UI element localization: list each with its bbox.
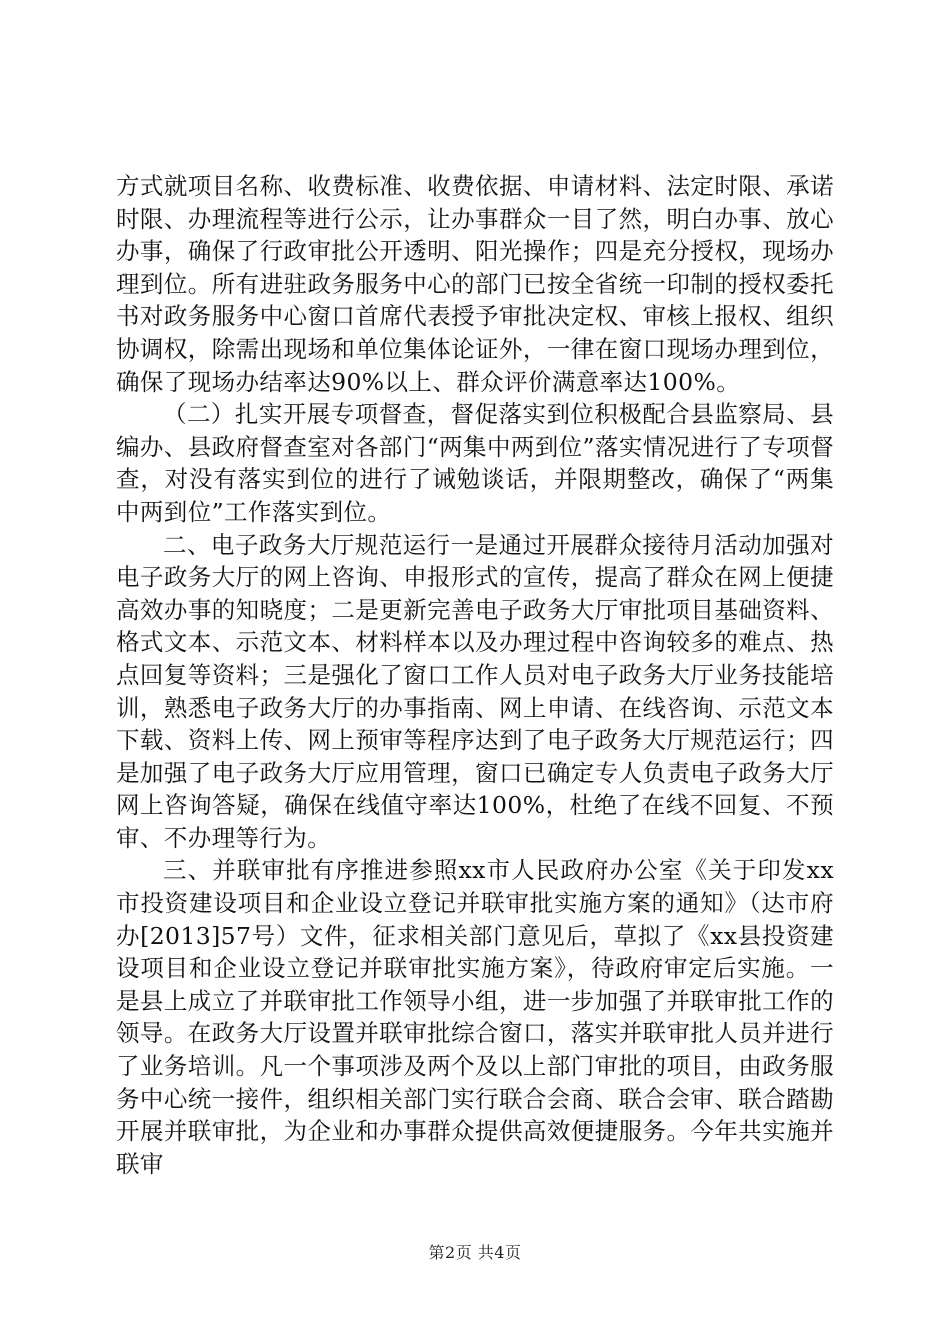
page-number-footer: 第2页 共4页 xyxy=(428,1243,522,1262)
document-body xyxy=(116,170,834,1180)
paragraph-3: 二、电子政务大厅规范运行一是通过开展群众接待月活动加强对电子政务大厅的网上咨询、申报形式的宣传，提高了群众在网上便捷高效办事的知晓度；二是更新完善电子政务大厅审批项目基础资料、格式文本、示范文本、材料样本以及办理过程中咨询较多的难点、热点回复等资料；三是强化了窗口工作人员对电子政务大厅业务技能培训，熟悉电子政务大厅的办事指南、网上申请、在线咨询、示范文本下载、资料上传、网上预审等程序达到了电子政务大厅规范运行；四是加强了电子政务大厅应用管理，窗口已确定专人负责电子政务大厅网上咨询答疑，确保在线值守率达100%，杜绝了在线不回复、不预审、不办理等行为。 xyxy=(116,530,834,852)
paragraph-2: （二）扎实开展专项督查，督促落实到位积极配合县监察局、县编办、县政府督查室对各部门“两集中两到位”落实情况进行了专项督查，对没有落实到位的进行了诫勉谈话，并限期整改，确保了“两集中两到位”工作落实到位。 xyxy=(116,400,834,526)
paragraph-1: 方式就项目名称、收费标准、收费依据、申请材料、法定时限、承诺时限、办理流程等进行公示，让办事群众一目了然，明白办事、放心办事，确保了行政审批公开透明、阳光操作；四是充分授权，现场办理到位。所有进驻政务服务中心的部门已按全省统一印制的授权委托书对政务服务中心窗口首席代表授予审批决定权、审核上报权、组织协调权，除需出现场和单位集体论证外，一律在窗口现场办理到位，确保了现场办结率达90%以上、群众评价满意率达100%。 xyxy=(116,172,834,396)
paragraph-4: 三、并联审批有序推进参照xx市人民政府办公室《关于印发xx市投资建设项目和企业设立登记并联审批实施方案的通知》（达市府办[2013]57号）文件，征求相关部门意见后，草拟了《xx县投资建设项目和企业设立登记并联审批实施方案》，待政府审定后实施。一是县上成立了并联审批工作领导小组，进一步加强了并联审批工作的领导。在政务大厅设置并联审批综合窗口，落实并联审批人员并进行了业务培训。凡一个事项涉及两个及以上部门审批的项目，由政务服务中心统一接件，组织相关部门实行联合会商、联合会审、联合踏勘开展并联审批，为企业和办事群众提供高效便捷服务。今年共实施并联审 xyxy=(116,856,834,1178)
